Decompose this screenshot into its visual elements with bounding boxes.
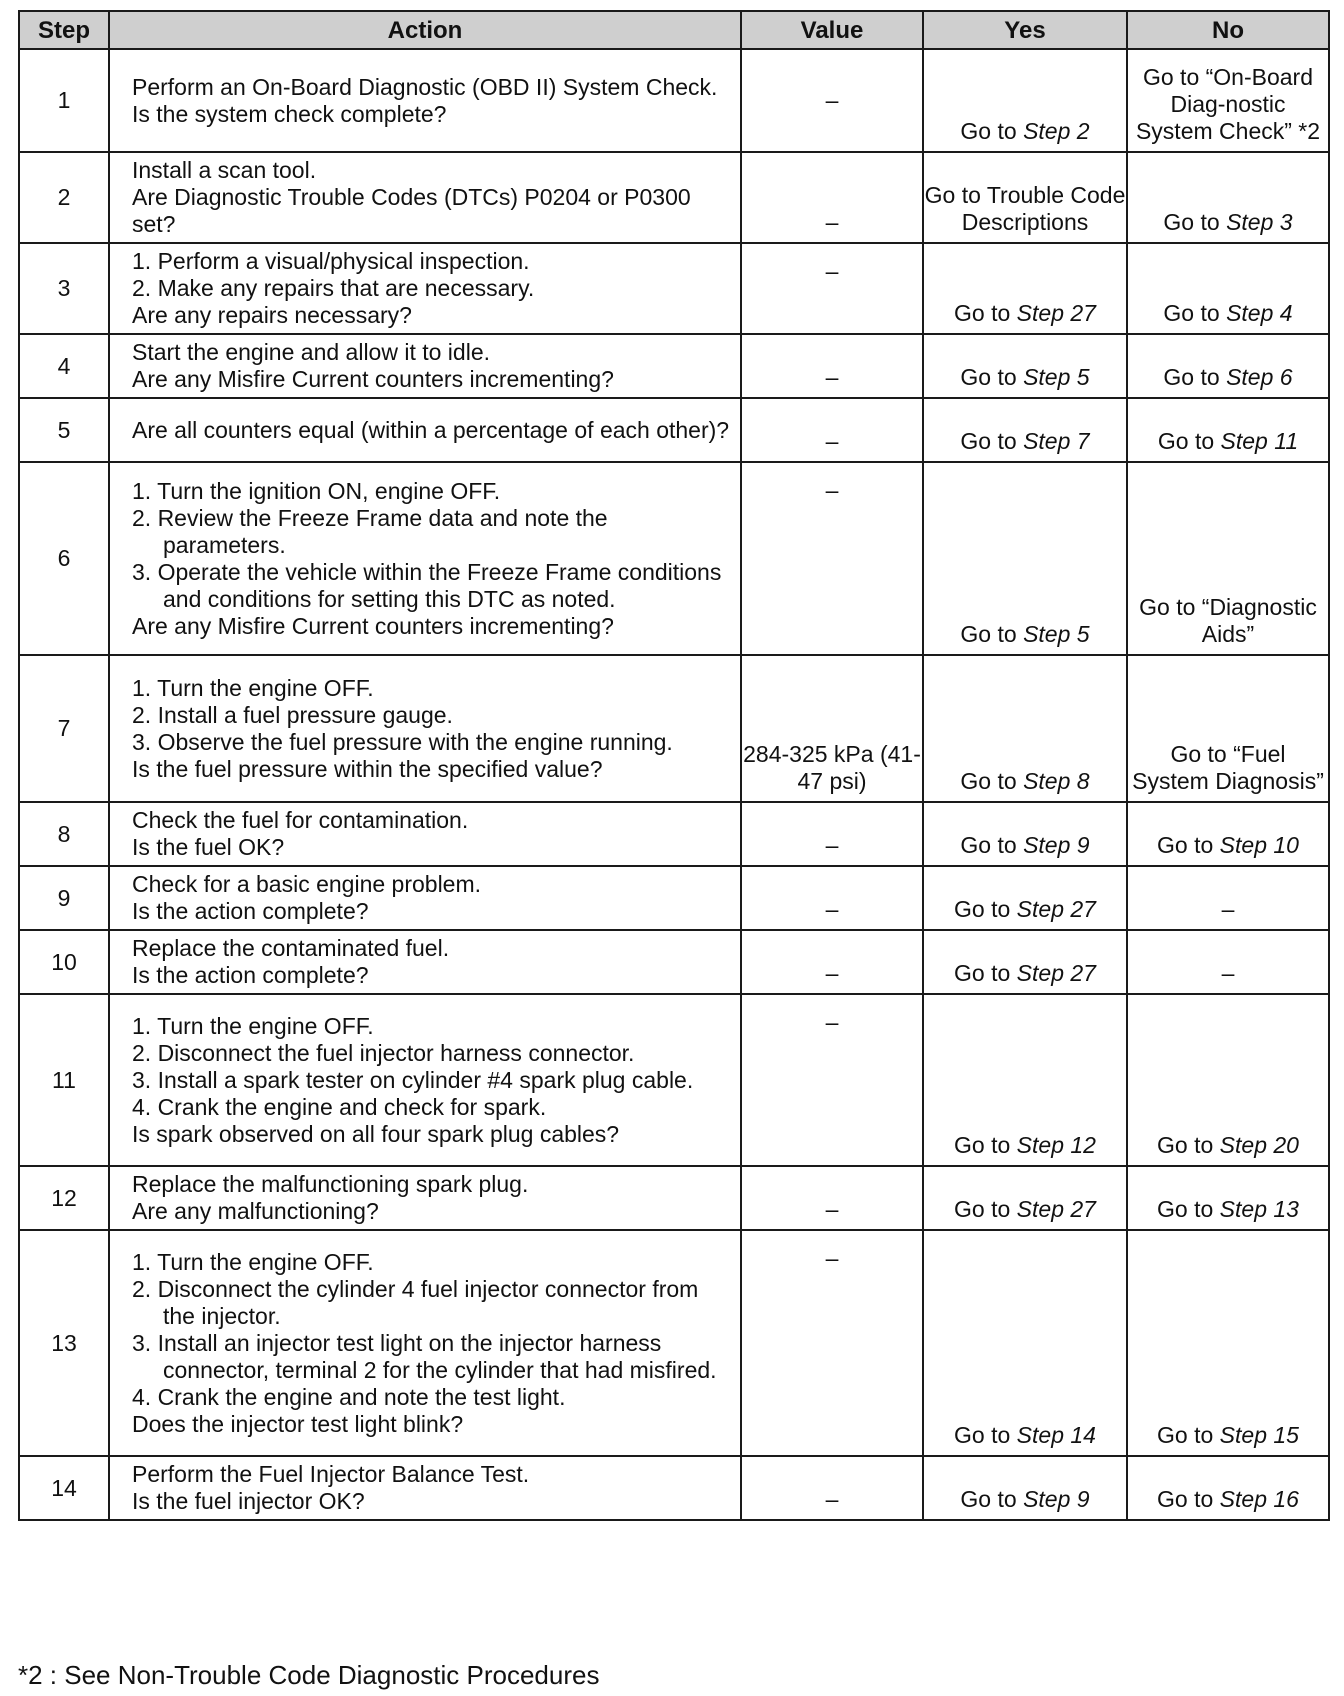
yes-text: Go to bbox=[960, 768, 1024, 794]
header-no: No bbox=[1127, 11, 1329, 49]
no-cell bbox=[1127, 1230, 1329, 1456]
table-row bbox=[19, 462, 1329, 655]
yes-text: Go to bbox=[960, 428, 1024, 454]
yes-text: Go to bbox=[960, 1486, 1024, 1512]
yes-step-link: Step 14 bbox=[1016, 1422, 1096, 1448]
action-line: 4. Crank the engine and note the test light. bbox=[132, 1383, 566, 1410]
action-line: Does the injector test light blink? bbox=[132, 1410, 464, 1437]
yes-cell bbox=[923, 994, 1127, 1166]
yes-cell bbox=[923, 802, 1127, 866]
yes-text: Go to bbox=[954, 1422, 1017, 1448]
step-number: 14 bbox=[19, 1456, 109, 1520]
no-step-link: Step 15 bbox=[1219, 1422, 1299, 1448]
table-row bbox=[19, 1166, 1329, 1230]
action-line: Check for a basic engine problem. bbox=[132, 871, 482, 897]
yes-text: Go to bbox=[954, 1132, 1017, 1158]
action-line: 3. Operate the vehicle within the Freeze Frame conditions and conditions for setting this DTC as noted. bbox=[132, 558, 722, 612]
action-line: Is the fuel pressure within the specified value? bbox=[132, 755, 603, 782]
action-cell bbox=[109, 1166, 741, 1230]
yes-text: Go to bbox=[954, 896, 1017, 922]
no-step-link: Step 3 bbox=[1226, 209, 1293, 235]
no-step-link: Step 10 bbox=[1219, 832, 1299, 858]
action-line: Start the engine and allow it to idle. bbox=[132, 339, 491, 365]
table-row bbox=[19, 49, 1329, 152]
value-cell: – bbox=[741, 152, 923, 243]
table-row bbox=[19, 152, 1329, 243]
no-text: Go to bbox=[1157, 1422, 1220, 1448]
yes-text: Go to bbox=[954, 960, 1017, 986]
table-body bbox=[19, 49, 1329, 1520]
no-cell bbox=[1127, 655, 1329, 802]
yes-step-link: Step 9 bbox=[1023, 1486, 1090, 1512]
action-line: Replace the contaminated fuel. bbox=[132, 935, 450, 961]
no-step-link: Step 13 bbox=[1219, 1196, 1299, 1222]
step-number: 6 bbox=[19, 462, 109, 655]
no-cell bbox=[1127, 1166, 1329, 1230]
header-yes: Yes bbox=[923, 11, 1127, 49]
no-text: Go to bbox=[1163, 364, 1227, 390]
action-line: 2. Install a fuel pressure gauge. bbox=[132, 701, 453, 728]
no-cell bbox=[1127, 49, 1329, 152]
yes-cell bbox=[923, 930, 1127, 994]
yes-step-link: Step 27 bbox=[1016, 896, 1096, 922]
yes-cell bbox=[923, 655, 1127, 802]
action-line: 2. Review the Freeze Frame data and note the parameters. bbox=[132, 504, 608, 558]
no-text: Go to “Fuel System Diagnosis” bbox=[1132, 741, 1324, 794]
no-cell bbox=[1127, 398, 1329, 462]
action-line: Is the action complete? bbox=[132, 898, 369, 924]
yes-cell bbox=[923, 334, 1127, 398]
no-step-link: Step 20 bbox=[1219, 1132, 1299, 1158]
action-line: Are any Misfire Current counters incrementing? bbox=[132, 612, 614, 639]
header-value: Value bbox=[741, 11, 923, 49]
action-line: 2. Disconnect the cylinder 4 fuel injector connector from the injector. bbox=[132, 1275, 699, 1329]
value-cell: – bbox=[741, 866, 923, 930]
action-line: Are any repairs necessary? bbox=[132, 302, 412, 328]
yes-step-link: Step 5 bbox=[1023, 364, 1090, 390]
action-line: Is spark observed on all four spark plug cables? bbox=[132, 1120, 620, 1147]
action-cell bbox=[109, 152, 741, 243]
action-line: Are Diagnostic Trouble Codes (DTCs) P0204 or P0300 set? bbox=[132, 184, 691, 237]
action-line: 3. Install a spark tester on cylinder #4 spark plug cable. bbox=[132, 1066, 694, 1093]
yes-cell bbox=[923, 243, 1127, 334]
no-text: Go to bbox=[1157, 428, 1221, 454]
value-cell: – bbox=[741, 802, 923, 866]
step-number: 3 bbox=[19, 243, 109, 334]
yes-cell bbox=[923, 49, 1127, 152]
footnote: *2 : See Non-Trouble Code Diagnostic Procedures bbox=[18, 1660, 600, 1690]
table-row bbox=[19, 655, 1329, 802]
action-line: 1. Perform a visual/physical inspection. bbox=[132, 248, 530, 274]
action-line: 4. Crank the engine and check for spark. bbox=[132, 1093, 547, 1120]
no-text: Go to bbox=[1157, 832, 1220, 858]
action-line: Is the system check complete? bbox=[132, 100, 447, 127]
action-line: Replace the malfunctioning spark plug. bbox=[132, 1171, 529, 1197]
no-text: Go to bbox=[1163, 209, 1227, 235]
action-line: Install a scan tool. bbox=[132, 157, 317, 183]
yes-step-link: Step 27 bbox=[1016, 1196, 1096, 1222]
step-number: 13 bbox=[19, 1230, 109, 1456]
value-cell: – bbox=[741, 334, 923, 398]
table-row bbox=[19, 243, 1329, 334]
table-row bbox=[19, 802, 1329, 866]
action-line: Is the fuel injector OK? bbox=[132, 1488, 365, 1514]
action-line: 1. Turn the engine OFF. bbox=[132, 674, 374, 701]
step-number: 7 bbox=[19, 655, 109, 802]
yes-step-link: Step 5 bbox=[1023, 621, 1090, 647]
action-line: Perform the Fuel Injector Balance Test. bbox=[132, 1461, 530, 1487]
action-line: Is the fuel OK? bbox=[132, 834, 285, 860]
yes-step-link: Step 8 bbox=[1023, 768, 1090, 794]
value-cell: – bbox=[741, 994, 923, 1166]
no-text: Go to bbox=[1163, 300, 1227, 326]
action-line: 1. Turn the engine OFF. bbox=[132, 1012, 374, 1039]
yes-text: Go to bbox=[960, 364, 1024, 390]
yes-cell bbox=[923, 462, 1127, 655]
yes-step-link: Step 27 bbox=[1016, 300, 1096, 326]
table-row bbox=[19, 1230, 1329, 1456]
yes-text: Go to bbox=[954, 1196, 1017, 1222]
no-text: Go to bbox=[1157, 1486, 1220, 1512]
no-text: Go to “Diagnostic Aids” bbox=[1139, 594, 1317, 647]
step-number: 9 bbox=[19, 866, 109, 930]
action-cell bbox=[109, 866, 741, 930]
step-number: 8 bbox=[19, 802, 109, 866]
table-row bbox=[19, 866, 1329, 930]
value-cell: – bbox=[741, 930, 923, 994]
action-cell bbox=[109, 334, 741, 398]
yes-step-link: Step 27 bbox=[1016, 960, 1096, 986]
action-line: 2. Disconnect the fuel injector harness connector. bbox=[132, 1039, 635, 1066]
no-text: – bbox=[1221, 896, 1235, 922]
action-line: 2. Make any repairs that are necessary. bbox=[132, 275, 535, 301]
step-number: 2 bbox=[19, 152, 109, 243]
value-cell: – bbox=[741, 49, 923, 152]
yes-step-link: Step 9 bbox=[1023, 832, 1090, 858]
yes-text: Go to Trouble Code Descriptions bbox=[924, 182, 1126, 235]
value-cell: – bbox=[741, 462, 923, 655]
diagnostic-table bbox=[18, 10, 1330, 1521]
action-cell bbox=[109, 49, 741, 152]
yes-cell bbox=[923, 1166, 1127, 1230]
step-number: 11 bbox=[19, 994, 109, 1166]
value-cell: 284-325 kPa (41-47 psi) bbox=[741, 655, 923, 802]
table-row bbox=[19, 1456, 1329, 1520]
yes-cell bbox=[923, 866, 1127, 930]
no-cell bbox=[1127, 1456, 1329, 1520]
diagnostic-table-page bbox=[18, 10, 1328, 1521]
no-cell bbox=[1127, 334, 1329, 398]
step-number: 12 bbox=[19, 1166, 109, 1230]
action-cell bbox=[109, 930, 741, 994]
no-cell bbox=[1127, 994, 1329, 1166]
action-cell bbox=[109, 243, 741, 334]
action-line: 1. Turn the engine OFF. bbox=[132, 1248, 374, 1275]
yes-cell bbox=[923, 398, 1127, 462]
no-text: – bbox=[1221, 960, 1235, 986]
table-row bbox=[19, 398, 1329, 462]
table-row bbox=[19, 334, 1329, 398]
no-cell bbox=[1127, 152, 1329, 243]
action-cell bbox=[109, 1456, 741, 1520]
no-step-link: Step 16 bbox=[1219, 1486, 1299, 1512]
value-cell: – bbox=[741, 1456, 923, 1520]
yes-text: Go to bbox=[954, 300, 1017, 326]
action-line: Are all counters equal (within a percentage of each other)? bbox=[132, 416, 730, 443]
value-cell: – bbox=[741, 398, 923, 462]
yes-step-link: Step 2 bbox=[1023, 118, 1090, 144]
action-cell bbox=[109, 802, 741, 866]
no-cell bbox=[1127, 930, 1329, 994]
no-text: Go to bbox=[1157, 1196, 1220, 1222]
step-number: 10 bbox=[19, 930, 109, 994]
no-text: Go to bbox=[1157, 1132, 1220, 1158]
action-line: 1. Turn the ignition ON, engine OFF. bbox=[132, 477, 501, 504]
header-step: Step bbox=[19, 11, 109, 49]
action-line: Check the fuel for contamination. bbox=[132, 807, 469, 833]
action-cell bbox=[109, 655, 741, 802]
header-row bbox=[19, 11, 1329, 49]
action-line: 3. Observe the fuel pressure with the engine running. bbox=[132, 728, 673, 755]
yes-step-link: Step 7 bbox=[1023, 428, 1090, 454]
no-cell bbox=[1127, 866, 1329, 930]
no-cell bbox=[1127, 462, 1329, 655]
yes-cell bbox=[923, 152, 1127, 243]
action-cell bbox=[109, 1230, 741, 1456]
no-cell bbox=[1127, 243, 1329, 334]
action-line: Are any malfunctioning? bbox=[132, 1198, 379, 1224]
action-line: 3. Install an injector test light on the injector harness connector, terminal 2 for the cylinder that had misfired. bbox=[132, 1329, 717, 1383]
action-line: Are any Misfire Current counters incrementing? bbox=[132, 366, 614, 392]
value-cell: – bbox=[741, 1230, 923, 1456]
yes-cell bbox=[923, 1230, 1127, 1456]
header-action: Action bbox=[109, 11, 741, 49]
no-step-link: Step 4 bbox=[1226, 300, 1293, 326]
yes-text: Go to bbox=[960, 832, 1024, 858]
action-line: Is the action complete? bbox=[132, 962, 369, 988]
step-number: 4 bbox=[19, 334, 109, 398]
value-cell: – bbox=[741, 1166, 923, 1230]
no-cell bbox=[1127, 802, 1329, 866]
action-cell bbox=[109, 462, 741, 655]
yes-text: Go to bbox=[960, 621, 1024, 647]
yes-step-link: Step 12 bbox=[1016, 1132, 1096, 1158]
step-number: 1 bbox=[19, 49, 109, 152]
action-cell bbox=[109, 398, 741, 462]
no-step-link: Step 11 bbox=[1220, 428, 1299, 454]
no-text: Go to “On-Board Diag-nostic System Check” *2 bbox=[1135, 64, 1321, 144]
yes-cell bbox=[923, 1456, 1127, 1520]
yes-text: Go to bbox=[960, 118, 1024, 144]
step-number: 5 bbox=[19, 398, 109, 462]
table-row bbox=[19, 930, 1329, 994]
value-cell: – bbox=[741, 243, 923, 334]
table-row bbox=[19, 994, 1329, 1166]
action-line: Perform an On-Board Diagnostic (OBD II) System Check. bbox=[132, 73, 718, 100]
no-step-link: Step 6 bbox=[1226, 364, 1293, 390]
action-cell bbox=[109, 994, 741, 1166]
